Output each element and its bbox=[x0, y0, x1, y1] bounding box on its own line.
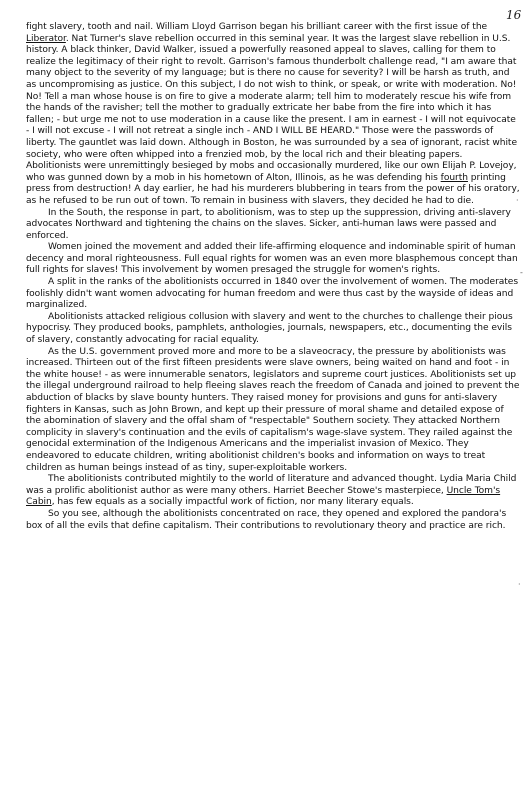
paragraph bbox=[26, 347, 520, 475]
paragraph-text: Women joined the movement and added their life-affirming eloquence and indominable spirit of human decency and moral righteousness. Full equal rights for women was an even more blasphemous concept than full rights for slaves! This involvement by women presaged the struggle for women's rights. bbox=[26, 242, 518, 276]
paragraph bbox=[26, 474, 520, 509]
paragraph-text: . Nat Turner's slave rebellion occurred in this seminal year. It was the largest slave rebellion in U.S. history. A black thinker, David Walker, issued a powerfully reasoned appeal to slaves, calling for them to realize the legitimacy of their right to revolt. Garrison's famous thunderbolt challenge read, "I am aware that many object to the severity of my language; but is there no cause for severity? I will be harsh as truth, and as uncompromising as justice. On this subject, I do not wish to think, or speak, or write with moderation. No! No! Tell a man whose house is on fire to give a moderate alarm; tell him to moderately rescue his wife from the hands of the ravisher; tell the mother to gradually extricate her babe from the fire into which it has fallen; - but urge me not to use moderation in a cause like the present. I am in earnest - I will not equivocate - I will not excuse - I will not retreat a single inch - AND I WILL BE HEARD." Those were the passwords of liberty. The gauntlet was laid down. Although in Boston, he was surrounded by a sea of ignorant, racist white society, who were often whipped into a frenzied mob, by the local rich and their bleating papers. Abolitionists were unremittingly besieged by mobs and occasionally murdered, like our own Elijah P. Lovejoy, who was gunned down by a mob in his hometown of Alton, Illinois, as he was defending his bbox=[26, 33, 517, 183]
scan-speck: · bbox=[516, 196, 519, 205]
document-body bbox=[26, 22, 520, 532]
paragraph bbox=[26, 208, 520, 243]
paragraph bbox=[26, 242, 520, 277]
paragraph bbox=[26, 277, 520, 312]
paragraph-text: fight slavery, tooth and nail. William Lloyd Garrison began his brilliant career with the first issue of the bbox=[26, 22, 488, 32]
paragraph bbox=[26, 312, 520, 347]
paragraph-text: In the South, the response in part, to abolitionism, was to step up the suppression, driving anti-slavery advocates Northward and tightening the chains on the slaves. Sicker, anti-human laws were passed and enforced. bbox=[26, 207, 511, 241]
scan-speck: - bbox=[520, 268, 523, 277]
page-number: 16 bbox=[506, 8, 522, 22]
underlined-title: Uncle Tom's Cabin bbox=[26, 485, 501, 508]
underlined-title: Liberator bbox=[26, 33, 66, 44]
paragraph-text: So you see, although the abolitionists concentrated on race, they opened and explored the pandora's box of all the evils that define capitalism. Their contributions to revolutionary theory and practice are rich. bbox=[26, 508, 507, 531]
paragraph-text: Abolitionists attacked religious collusion with slavery and went to the churches to challenge their pious hypocrisy. They produced books, pamphlets, anthologies, journals, newspapers, etc., documenting the evils of slavery, constantly advocating for racial equality. bbox=[26, 311, 513, 346]
scan-speck: · bbox=[518, 580, 521, 589]
paragraph-text: printing press from destruction! A day earlier, he had his murderers blubbering in tears from the power of his oratory, as he refused to be run out of town. To remain in business with slavers, they decided he had to die. bbox=[26, 172, 520, 206]
paragraph-text: , has few equals as a socially impactful work of fiction, nor many literary equals. bbox=[51, 497, 414, 508]
paragraph bbox=[26, 509, 520, 532]
paragraph-text: The abolitionists contributed mightily to the world of literature and advanced thought. Lydia Maria Child was a prolific abolitionist author as were many others. Harriet Beecher Stowe's masterpiece, bbox=[26, 474, 517, 496]
paragraph bbox=[26, 22, 520, 208]
paragraph-text: A split in the ranks of the abolitionists occurred in 1840 over the involvement of women. The moderates foolishly didn't want women advocating for human freedom and were thus cast by the wayside of ideas and marginalized. bbox=[26, 277, 519, 311]
paragraph-text: As the U.S. government proved more and more to be a slaveocracy, the pressure by abolitionists was increased. Thirteen out of the first fifteen presidents were slave owners, being waited on hand and foot - in the white house! - as were innumerable senators, legislators and supreme court justices. Abolitionists set up the illegal underground railroad to help fleeing slaves reach the freedom of Canada and joined to prevent the abduction of blacks by slave bounty hunters. They raised money for provisions and guns for anti-slavery fighters in Kansas, such as John Brown, and kept up their pressure of moral shame and detailed expose of the abomination of slavery and the offal sham of "respectable" Southern society. They attacked Northern complicity in slavery's continuation and the evils of capitalism's wage-slave system. They railed against the genocidal extermination of the Indigenous Americans and the imperialist invasion of Mexico. They endeavored to educate children, writing abolitionist children's books and information on ways to treat children as human beings instead of as tiny, super-exploitable workers. bbox=[26, 346, 520, 473]
underlined-title: fourth bbox=[440, 172, 468, 183]
